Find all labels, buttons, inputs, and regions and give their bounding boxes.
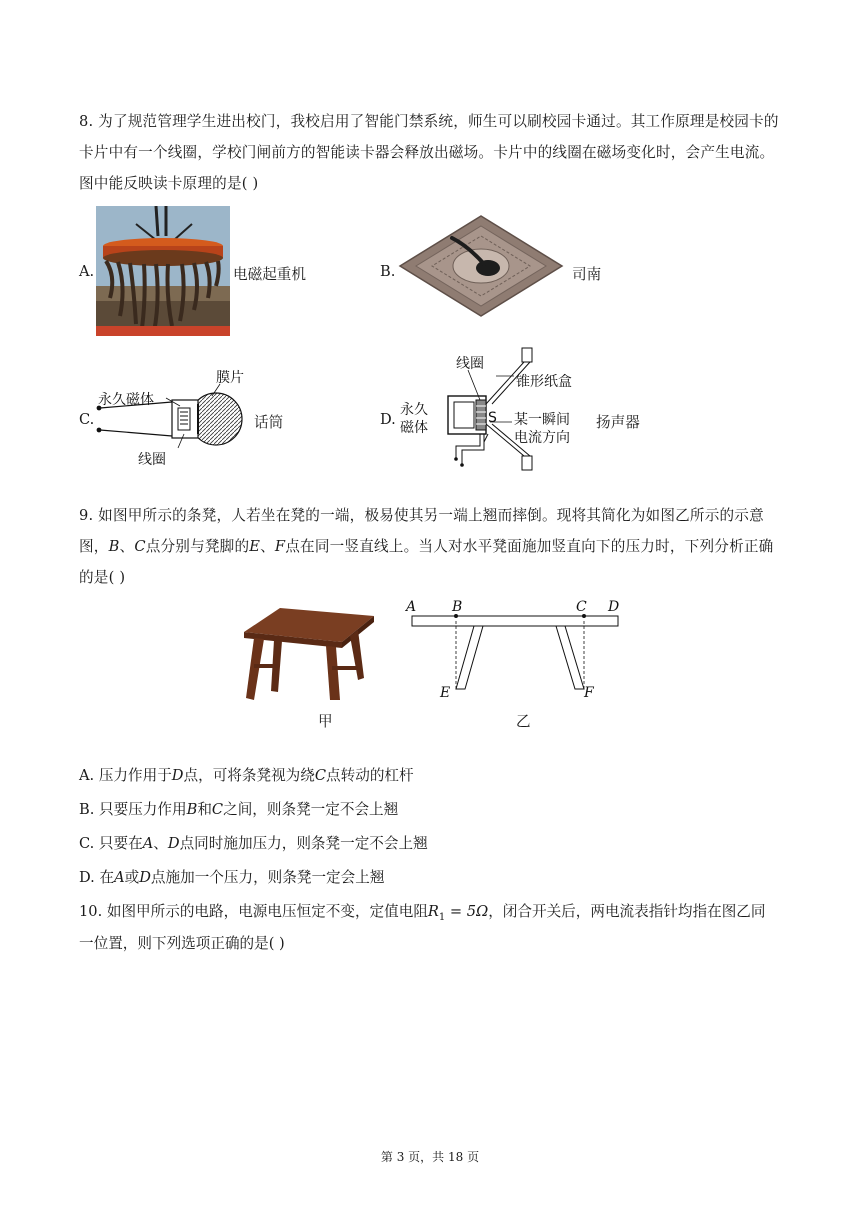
q8-stem: 8. 为了规范管理学生进出校门，我校启用了智能门禁系统，师生可以刷校园卡通过。其工作原理是校园卡的卡片中有一个线圈，学校门闸前方的智能读卡器会释放出磁场。卡片中的线圈在磁场变化时，会产生电流。图中能反映读卡原理的是( ) bbox=[79, 113, 779, 192]
point-c-label: C bbox=[576, 599, 587, 615]
q9-option-d: D. 在A或D点施加一个压力，则条凳一定会上翘 bbox=[79, 869, 385, 886]
q8-option-c-caption: 话筒 bbox=[254, 414, 284, 431]
sinan-compass-image bbox=[396, 212, 566, 320]
q10-stem-line1: 10. 如图甲所示的电路，电源电压恒定不变，定值电阻$R_1 = 5\Omega$，闭合开关后，两电流表指针均指在图乙同 bbox=[79, 903, 766, 923]
q8-option-d-caption: 扬声器 bbox=[596, 414, 640, 431]
microphone-label-magnet: 永久磁体 bbox=[98, 392, 154, 408]
speaker-label-instant: 某一瞬间 bbox=[514, 412, 570, 428]
q8-option-a-caption: 电磁起重机 bbox=[233, 266, 306, 283]
point-b-label: B bbox=[452, 599, 463, 615]
point-f-label: F bbox=[584, 685, 594, 701]
q8-option-a-letter: A. bbox=[79, 263, 95, 280]
speaker-label-coil: 线圈 bbox=[456, 356, 484, 372]
figure-jia-label: 甲 bbox=[318, 713, 333, 730]
q9-option-b: B. 只要压力作用B和C之间，则条凳一定不会上翘 bbox=[79, 801, 399, 818]
speaker-label-cone: 锥形纸盒 bbox=[516, 374, 572, 390]
speaker-label-permanent: 永久 bbox=[400, 402, 428, 418]
q9-option-a: A. 压力作用于D点，可将条凳视为绕C点转动的杠杆 bbox=[79, 767, 414, 784]
q9-stem: 9. 如图甲所示的条凳，人若坐在凳的一端，极易使其另一端上翘而摔倒。现将其简化为如图乙所示的示意图，B、C点分别与凳脚的E、F点在同一竖直线上。当人对水平凳面施加竖直向下的压力时，下列分析正确的是( ) bbox=[79, 507, 774, 586]
speaker-label-s-pole: S bbox=[488, 410, 497, 426]
microphone-diagram bbox=[94, 364, 264, 468]
electromagnetic-crane-image bbox=[96, 206, 230, 336]
point-a-label: A bbox=[406, 599, 417, 615]
q10-stem-line2: 一位置，则下列选项正确的是( ) bbox=[79, 935, 285, 952]
q8-option-b-caption: 司南 bbox=[572, 266, 602, 283]
speaker-label-magnet: 磁体 bbox=[400, 420, 428, 436]
q8-option-c-letter: C. bbox=[79, 411, 95, 428]
q8-option-d-letter: D. bbox=[380, 411, 396, 428]
page-footer: 第 3 页，共 18 页 bbox=[380, 1150, 480, 1164]
speaker-label-current-direction: 电流方向 bbox=[514, 430, 570, 446]
figure-yi-label: 乙 bbox=[516, 713, 531, 730]
microphone-label-coil: 线圈 bbox=[138, 452, 166, 468]
q9-option-c: C. 只要在A、D点同时施加压力，则条凳一定不会上翘 bbox=[79, 835, 428, 852]
point-d-label: D bbox=[608, 599, 620, 615]
q8-option-b-letter: B. bbox=[380, 263, 396, 280]
bench-photo bbox=[240, 606, 376, 702]
point-e-label: E bbox=[440, 685, 451, 701]
microphone-label-diaphragm: 膜片 bbox=[216, 370, 244, 386]
bench-schematic bbox=[404, 596, 626, 706]
loudspeaker-diagram bbox=[396, 346, 592, 474]
